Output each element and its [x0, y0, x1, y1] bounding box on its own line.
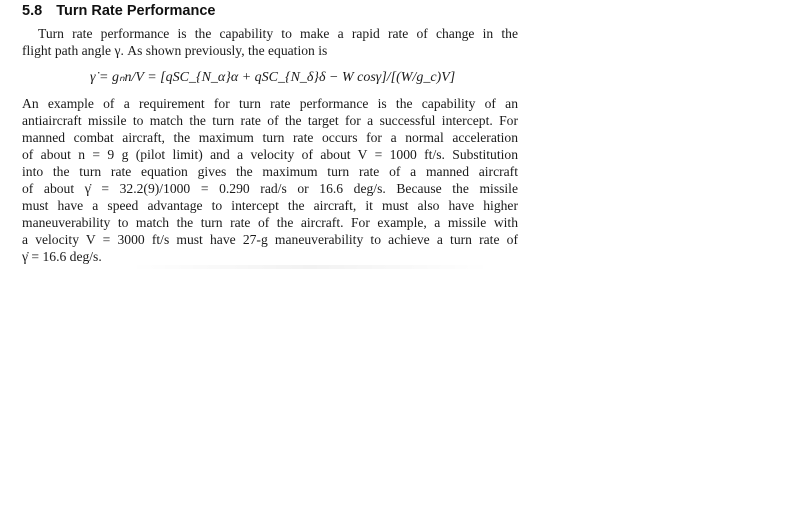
paragraph2-line: of about n = 9 g (pilot limit) and a velocity of about V = 1000 ft/s. Substitution: [22, 147, 518, 162]
section-title: Turn Rate Performance: [56, 3, 216, 19]
paragraph1-line: Turn rate performance is the capability to make a rapid rate of change in the: [38, 26, 518, 41]
section-heading: [22, 3, 215, 19]
faded-text-remnant: [130, 265, 490, 269]
paragraph2-line: into the turn rate equation gives the maximum turn rate of a manned aircraft: [22, 164, 518, 179]
paragraph1-line: flight path angle γ. As shown previously, the equation is: [22, 43, 328, 58]
turn-rate-equation: γ̇ = gₙn/V = [qSC_{N_α}α + qSC_{N_δ}δ − W cosγ]/[(W/g_c)V]: [90, 70, 456, 85]
paragraph2-line: antiaircraft missile to match the turn rate of the target for a successful intercept. For: [22, 113, 518, 128]
paragraph2-line: a velocity V = 3000 ft/s must have 27-g maneuverability to achieve a turn rate of: [22, 232, 518, 247]
paragraph2-line: of about γ̇ = 32.2(9)/1000 = 0.290 rad/s or 16.6 deg/s. Because the missile: [22, 181, 518, 196]
paragraph2-line: γ̇ = 16.6 deg/s.: [22, 249, 102, 264]
paragraph2-line: manned combat aircraft, the maximum turn rate occurs for a normal acceleration: [22, 130, 518, 145]
paragraph2-line: An example of a requirement for turn rate performance is the capability of an: [22, 96, 518, 111]
paragraph2-line: must have a speed advantage to intercept the aircraft, it must also have higher: [22, 198, 518, 213]
section-number: 5.8: [22, 3, 43, 19]
paragraph2-line: maneuverability to match the turn rate of the aircraft. For example, a missile with: [22, 215, 518, 230]
